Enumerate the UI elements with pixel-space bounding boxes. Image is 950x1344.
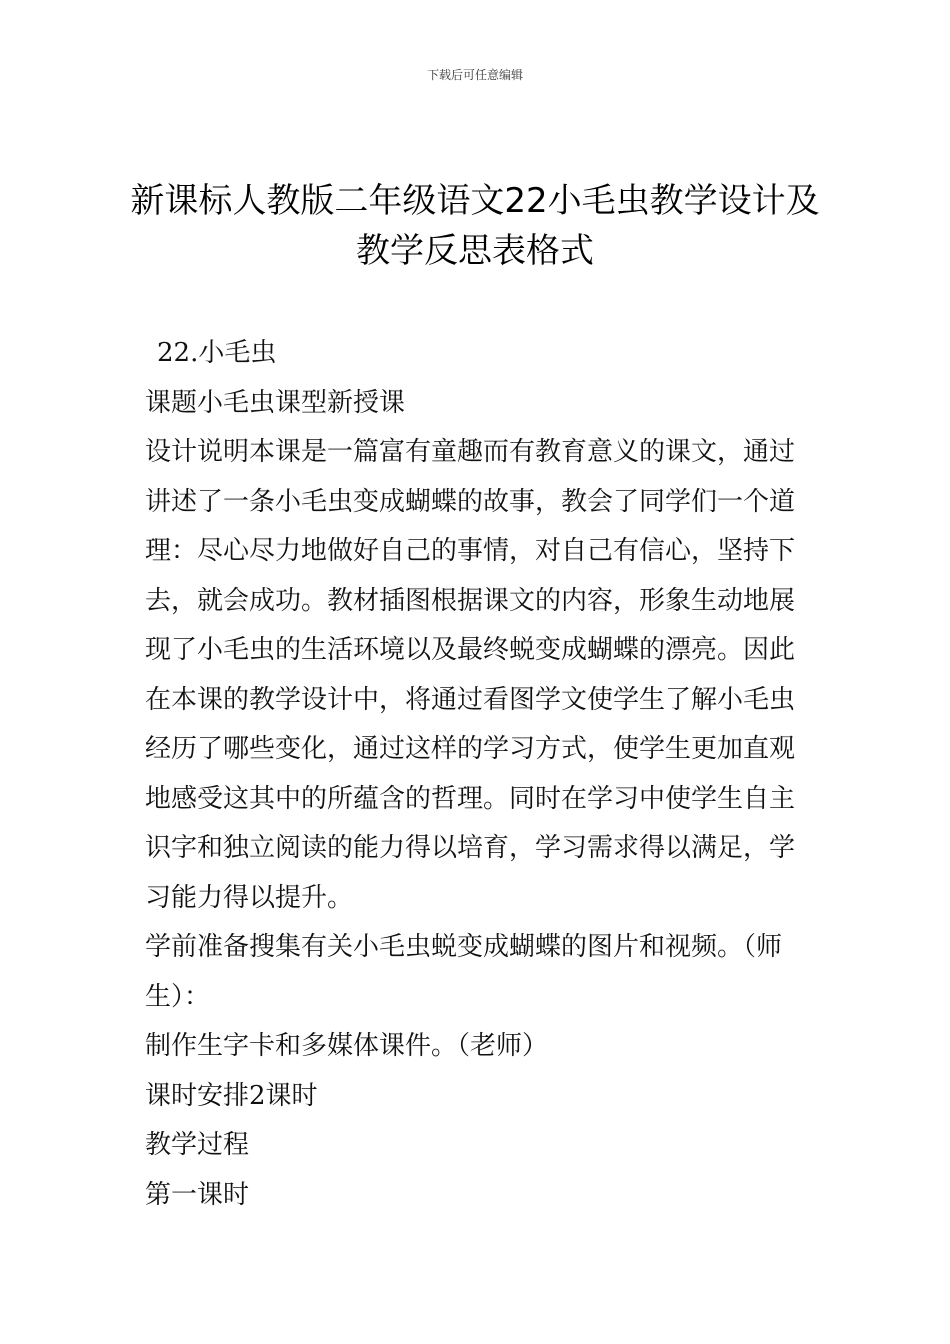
lesson-info: 课题小毛虫课型新授课 [145, 387, 406, 418]
design-note-paragraph: 设计说明本课是一篇富有童趣而有教育意义的课文，通过讲述了一条小毛虫变成蝴蝶的故事，教会了同学们一个道理：尽心尽力地做好自己的事情，对自己有信心，坚持下去，就会成功。教材插图根据课文的内容，形象生动地展现了小毛虫的生活环境以及最终蜕变成蝴蝶的漂亮。因此在本课的教学设计中，将通过看图学文使学生了解小毛虫经历了哪些变化，通过这样的学习方式，使学生更加直观地感受这其中的所蕴含的哲理。同时在学习中使学生自主识字和独立阅读的能力得以培育，学习需求得以满足，学习能力得以提升。 [145, 437, 796, 913]
period-heading: 第一课时 [145, 1179, 250, 1210]
document-title: 新课标人教版二年级语文22小毛虫教学设计及教学反思表格式 [130, 181, 820, 271]
process-heading: 教学过程 [145, 1130, 250, 1160]
lesson-heading: 22.小毛虫 [157, 338, 277, 368]
document-body [145, 329, 807, 1220]
preparation-students: 学前准备搜集有关小毛虫蜕变成蝴蝶的图片和视频。（师生）： [145, 932, 783, 1012]
header-note: 下载后可任意编辑 [426, 68, 523, 82]
preparation-teacher: 制作生字卡和多媒体课件。（老师） [145, 1031, 549, 1061]
schedule-line: 课时安排2课时 [145, 1080, 318, 1111]
